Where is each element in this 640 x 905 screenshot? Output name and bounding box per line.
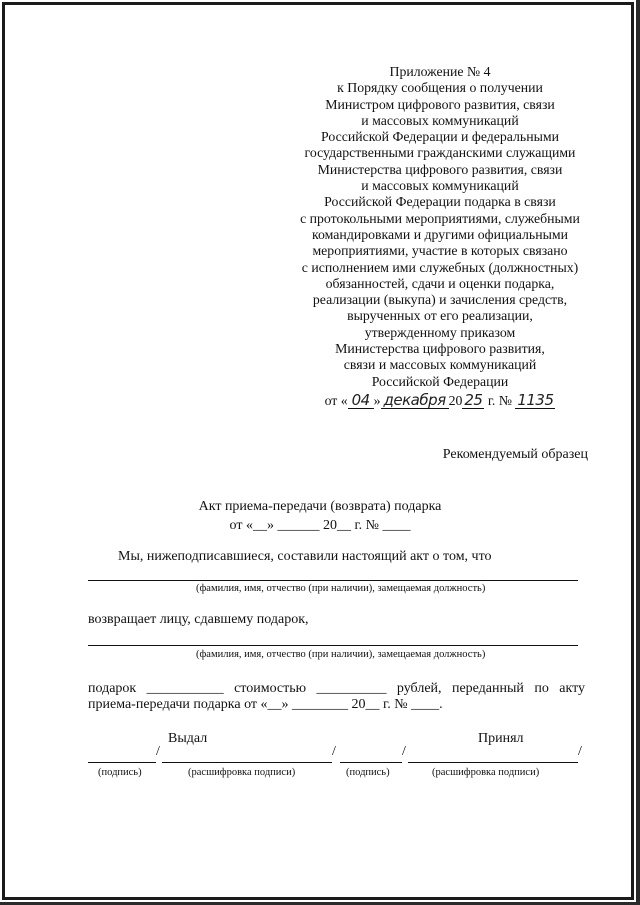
annex-line: Министром цифрового развития, связи [325, 96, 555, 112]
annex-header [270, 64, 610, 409]
annex-line: вырученных от его реализации, [347, 308, 533, 324]
issuer-signature-caption: (подпись) [98, 767, 142, 778]
accepted-label: Принял [478, 731, 524, 746]
date-mid: » [373, 392, 381, 408]
annex-line: связи и массовых коммуникаций [343, 357, 537, 373]
annex-line: к Порядку сообщения о получении [337, 80, 543, 96]
annex-line: командировками и другими официальными [312, 226, 568, 242]
issuer-decryption-caption: (расшифровка подписи) [188, 767, 296, 778]
sample-label: Рекомендуемый образец [442, 447, 588, 462]
annex-line: обязанностей, сдачи и оценки подарка, [325, 275, 555, 291]
number-label: г. № [487, 392, 512, 408]
annex-line: и массовых коммуникаций [361, 112, 519, 128]
act-date-line: от «__» ______ 20__ г. № ____ [229, 518, 411, 533]
name-line-2 [88, 645, 578, 646]
name-line-1 [88, 580, 578, 581]
handwritten-day: 04 [348, 392, 374, 409]
receiver-signature-caption: (подпись) [346, 767, 390, 778]
annex-line: Российской Федерации [371, 373, 509, 389]
slash: / [578, 744, 582, 759]
annex-line: с протокольными мероприятиями, служебными [300, 210, 580, 226]
receiver-signature-line [340, 762, 402, 763]
slash: / [332, 744, 336, 759]
annex-line: утвержденному приказом [364, 324, 516, 340]
issuer-decryption-line [162, 762, 332, 763]
annex-line: и массовых коммуникаций [361, 178, 519, 194]
act-intro: Мы, нижеподписавшиеся, составили настоящий акт о том, что [118, 549, 492, 564]
annex-line: Российской Федерации подарка в связи [324, 194, 556, 210]
receiver-decryption-caption: (расшифровка подписи) [432, 767, 540, 778]
gift-line-2: приема-передачи подарка от «__» ________ 20__ г. № ____. [88, 697, 443, 712]
issuer-signature-line [88, 762, 156, 763]
returns-to-text: возвращает лицу, сдавшему подарок, [88, 612, 309, 627]
handwritten-year: 25 [464, 390, 483, 409]
act-title-block [0, 497, 640, 535]
date-prefix: от « [324, 392, 348, 408]
annex-line: Министерства цифрового развития, связи [317, 161, 563, 177]
handwritten-month: декабря [381, 392, 449, 409]
gift-line: подарок ___________ стоимостью __________ рублей, переданный по акту [88, 681, 585, 696]
annex-line: государственными гражданскими служащими [304, 145, 576, 161]
caption-name-2: (фамилия, имя, отчество (при наличии), замещаемая должность) [196, 649, 486, 660]
annex-line: с исполнением ими служебных (должностных) [301, 259, 579, 275]
handwritten-order-number: 1135 [517, 390, 554, 409]
annex-line: Приложение № 4 [389, 64, 491, 79]
order-date-line [270, 392, 610, 409]
issued-label: Выдал [168, 731, 208, 746]
year-prefix: 20 [448, 392, 463, 408]
annex-line: Министерства цифрового развития, [335, 341, 545, 357]
receiver-decryption-line [408, 762, 578, 763]
annex-line: мероприятиями, участие в которых связано [312, 243, 568, 259]
slash: / [156, 744, 160, 759]
annex-line: реализации (выкупа) и зачисления средств, [312, 292, 568, 308]
slash: / [402, 744, 406, 759]
act-title: Акт приема-передачи (возврата) подарка [198, 499, 442, 514]
caption-name-1: (фамилия, имя, отчество (при наличии), замещаемая должность) [196, 583, 486, 594]
annex-line: Российской Федерации и федеральными [321, 129, 559, 145]
